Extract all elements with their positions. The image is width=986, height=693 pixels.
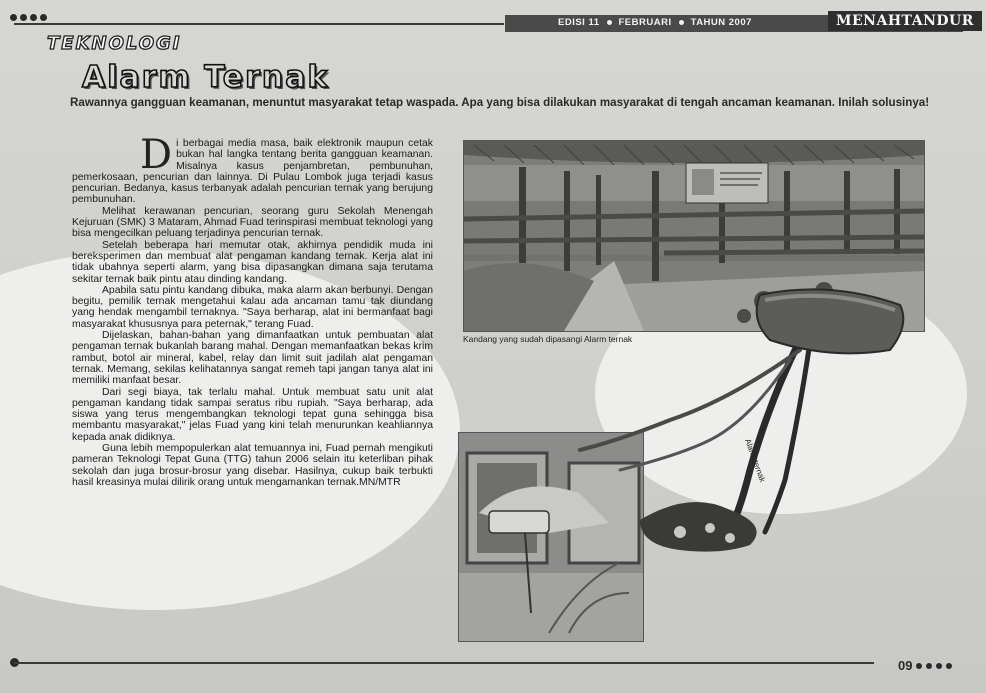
article-body — [72, 132, 433, 488]
article-paragraph: Apabila satu pintu kandang dibuka, maka alarm akan berbunyi. Dengan begitu, pemilik ternak mengetahui kalau ada ancaman tamu tak diundang yang hendak mengambil ternaknya. "Saya berharap, alat ini bermanfaat bagi masyarakat khususnya para peternak," terang Fuad. — [72, 284, 433, 330]
year: TAHUN 2007 — [690, 17, 752, 28]
month: FEBRUARI — [618, 17, 672, 28]
masthead: MENAHTANDUR — [828, 11, 982, 31]
top-dots-ornament — [10, 14, 47, 21]
article-paragraph: Melihat kerawanan pencurian, seorang guru Sekolah Menengah Kejuruan (SMK) 3 Mataram, Ahmad Fuad terinspirasi membuat teknologi yang bisa mengecilkan peluang terjadinya pencurian ternak. — [72, 205, 433, 240]
article-paragraph: Guna lebih mempopulerkan alat temuannya ini, Fuad pernah mengikuti pameran Teknologi Tepat Guna (TTG) tahun 2006 selain itu keterliban pihak sekolah dan juga brosur-brosur yang disebar. Hasilnya, cukup baik terbukti hasil kreasinya mulai dilirik orang untuk mengamankan ternak.MN/MTR — [72, 443, 433, 488]
article-title: Alarm Ternak — [82, 60, 330, 95]
page-number-group — [898, 658, 952, 673]
issue-info — [558, 17, 752, 28]
article-paragraph: Dari segi biaya, tak terlalu mahal. Untuk membuat satu unit alat pengaman kandang tidak sampai seratus ribu rupiah. "Saya berharap, ada siswa yang terus mengembangkan teknologi tepat guna sehingga bisa membantu masyarakat," jelas Fuad yang kini telah menurunkan keahliannya kepada anak didiknya. — [72, 386, 433, 443]
article-paragraph: Setelah beberapa hari memutar otak, akhirnya pendidik muda ini bereksperimen dan membuat alat pengaman kandang ternak. Kerja alat ini tidak ubahnya seperti alarm, yang bisa dipasangkan dimana saja terutama sekitar ternak baik pintu atau dinding kandang. — [72, 239, 433, 285]
edition: EDISI 11 — [558, 17, 600, 28]
article-lead: Rawannya gangguan keamanan, menuntut masyarakat tetap waspada. Apa yang bisa dilakukan masyarakat di tengah ancaman keamanan. Inilah solusinya! — [70, 96, 930, 109]
bottom-rule — [14, 662, 874, 664]
page-number: 09 — [898, 658, 913, 673]
article-paragraph: Di berbagai media masa, baik elektronik maupun cetak bukan hal langka tentang berita gangguan keamanan. Misalnya kasus penjambretan, pembunuhan, pemerkosaan, pencurian dan lainnya. Di Pulau Lombok juga terjadi kasus pencurian. Bedanya, kasus terbanyak adalah pencurian ternak yang berujung pembunuhan. — [72, 132, 433, 206]
top-rule — [14, 23, 504, 25]
article-paragraph: Dijelaskan, bahan-bahan yang dimanfaatkan untuk pembuatan alat pengaman ternak bukanlah barang mahal. Dengan memanfaatkan bekas krim rambut, botol air mineral, kabel, relay dan limit suit jadilah alat pengaman ternak. Memang, sekilas kelihatannya sangat remeh tapi jangan tanya alat ini memiliki manfaat besar. — [72, 330, 433, 387]
device-label: Alarm ternak — [743, 437, 768, 484]
section-label: TEKNOLOGI — [47, 33, 182, 54]
photo-caption: Kandang yang sudah dipasangi Alarm ternak — [463, 334, 633, 344]
alarm-device-cutout — [560, 270, 940, 570]
dropcap: D — [140, 132, 173, 178]
